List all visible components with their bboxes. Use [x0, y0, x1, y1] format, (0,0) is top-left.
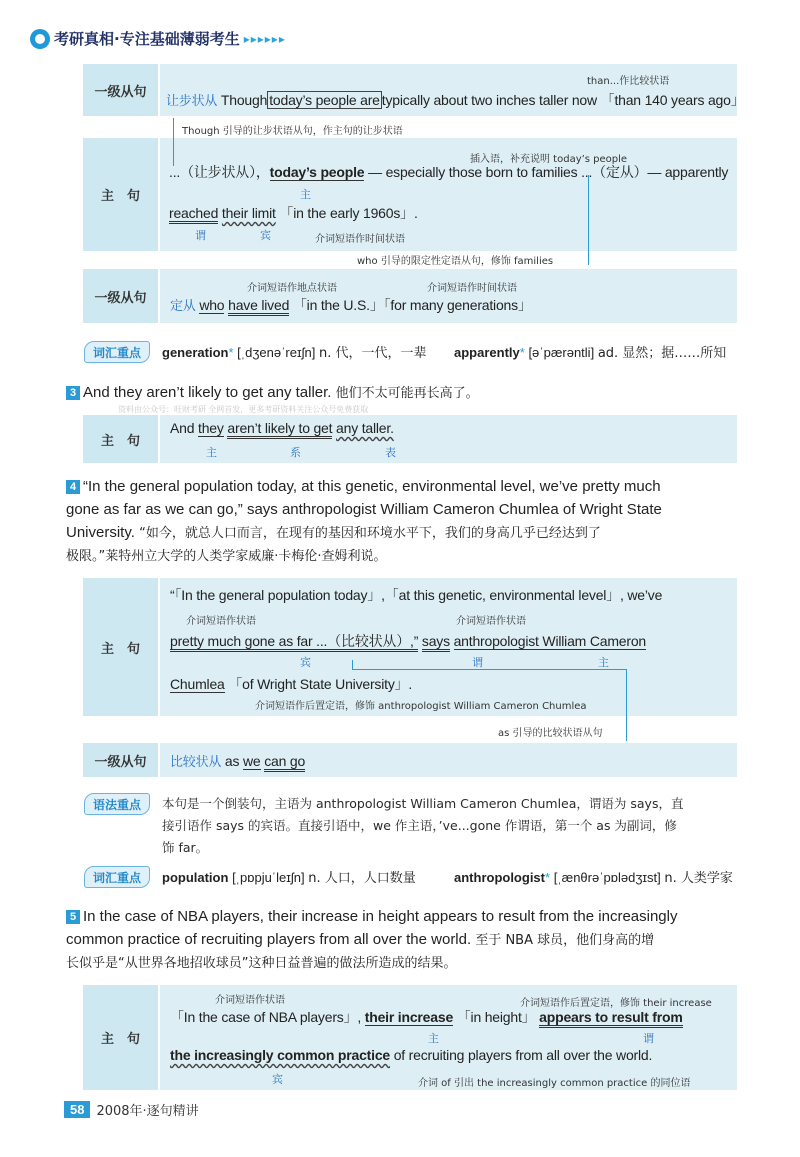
watermark-text: 资料由公众号：旺财考研 全网首发，更多考研资料关注公众号免费获取 [118, 405, 369, 414]
header-title: 考研真相·专注基础薄弱考生 [54, 30, 240, 48]
role-predicate: 谓 [643, 1032, 654, 1045]
sentence-5: 5 In the case of NBA players, their increase in height appears to result from the increasingly common practice of recruiting players from all over the world. 至于 NBA 球员，他们身高的增 长似乎是“从世界各地招收球员”这种日益普遍的做法所造成的结果。 [66, 908, 678, 971]
role-object: 宾 [260, 229, 271, 242]
vocab-entry: anthropologist* [ˌænθrəˈpɒlədʒɪst] n. 人类学家 [454, 870, 733, 886]
annotation: 介词短语作时间状语 [427, 283, 517, 294]
sentence-line: 「In the case of NBA players」, their increase 「in height」 appears to result from [170, 1007, 683, 1027]
role-object: 宾 [272, 1073, 283, 1086]
sentence-line: “「In the general population today」,「at this genetic, environmental level」, we’ve [170, 587, 663, 603]
vocab-entry: apparently* [əˈpærəntli] ad. 显然；据……所知 [454, 345, 727, 361]
role-predicative: 表 [385, 446, 396, 459]
main-clause-label: 主 句 [83, 985, 158, 1090]
page-number: 58 [64, 1101, 90, 1118]
annotation: 介词短语作后置定语，修饰 their increase [520, 998, 712, 1009]
sentence-3: 3 And they aren’t likely to get any taller. 他们不太可能再长高了。 [66, 381, 738, 405]
sentence-line: the increasingly common practice of recruiting players from all over the world. [170, 1047, 653, 1063]
annotation: who 引导的限定性定语从句，修饰 families [357, 256, 554, 267]
connector-line [352, 660, 353, 670]
annotation: 插入语，补充说明 today’s people [470, 154, 628, 165]
page-header [30, 28, 286, 49]
role-subject: 主 [598, 656, 609, 669]
header-arrows: ▸▸▸▸▸▸ [243, 31, 286, 46]
role-link: 系 [290, 446, 301, 459]
role-object: 宾 [300, 656, 311, 669]
sentence-line: And they aren’t likely to get any taller. [170, 420, 394, 436]
vocab-tag: 词汇重点 [84, 341, 150, 363]
sentence-line: Chumlea 「of Wright State University」. [170, 676, 413, 692]
clause-label: 一级从句 [83, 743, 158, 777]
role-subject: 主 [300, 188, 311, 201]
annotation: Though 引导的让步状语从句，作主句的让步状语 [182, 126, 403, 137]
sentence-line: 让步状从 Though today’s people are typically about two inches taller now 「than 140 years ago」 [166, 92, 745, 109]
grammar-tag: 语法重点 [84, 793, 150, 815]
annotation: 介词短语作时间状语 [315, 234, 405, 245]
vocab-tag: 词汇重点 [84, 866, 150, 888]
clause-label: 一级从句 [83, 269, 158, 323]
annotation: 介词短语作状语 [215, 995, 285, 1006]
annotation: than...作比较状语 [587, 76, 670, 87]
annotation: as 引导的比较状语从句 [498, 728, 603, 739]
sentence-line: pretty much gone as far ...（比较状从）,” says anthropologist William Cameron [170, 631, 646, 651]
sentence-4: 4 “In the general population today, at this genetic, environmental level, we’ve pretty much gone as far as we can go,” says anthropologist William Cameron Chumlea of Wright State University. “如今，就总人口而言，在现有的基因和环境水平下，我们的身高几乎已经达到了 极限。”莱特州立大学的人类学家威廉·卡梅伦·查姆利说。 [66, 478, 662, 564]
vocab-entry: generation* [ˌdʒenəˈreɪʃn] n. 代，一代，一辈 [162, 345, 427, 361]
role-predicate: 谓 [472, 656, 483, 669]
annotation: 介词短语作地点状语 [247, 283, 337, 294]
page-footer [64, 1100, 199, 1119]
sentence-line: reached their limit 「in the early 1960s」. [169, 203, 418, 223]
annotation: 介词短语作状语 [456, 616, 526, 627]
sentence-line: 定从 who have lived 「in the U.S.」「for many generations」 [170, 297, 532, 314]
connector-line [352, 669, 626, 670]
main-clause-box [160, 138, 737, 251]
main-clause-label: 主 句 [83, 415, 158, 463]
role-subject: 主 [428, 1032, 439, 1045]
main-clause-label: 主 句 [83, 578, 158, 716]
connector-line [588, 175, 589, 265]
search-logo-icon [30, 29, 50, 49]
annotation: 介词短语作后置定语，修饰 anthropologist William Cameron Chumlea [255, 701, 587, 712]
role-predicate: 谓 [195, 229, 206, 242]
connector-line [173, 118, 174, 166]
role-subject: 主 [206, 446, 217, 459]
vocab-entry: population [ˌpɒpjuˈleɪʃn] n. 人口，人口数量 [162, 870, 416, 886]
main-clause-label: 主 句 [83, 138, 158, 251]
connector-line [626, 669, 627, 741]
sentence-line: 比较状从 as we can go [170, 753, 306, 770]
grammar-note: 本句是一个倒装句，主语为 anthropologist William Cameron Chumlea，谓语为 says，直 接引语作 says 的宾语。直接引语中，we 作主语，’ve...gone 作谓语，第一个 as 为副词，修 饰 far。 [162, 796, 684, 855]
footer-text: 2008年·逐句精讲 [96, 1104, 199, 1119]
sentence-line: ...（让步状从），today’s people — especially those born to families ...（定从）— apparently [169, 164, 729, 180]
annotation: 介词短语作状语 [186, 616, 256, 627]
clause-label: 一级从句 [83, 64, 158, 116]
annotation: 介词 of 引出 the increasingly common practice 的同位语 [418, 1078, 691, 1089]
